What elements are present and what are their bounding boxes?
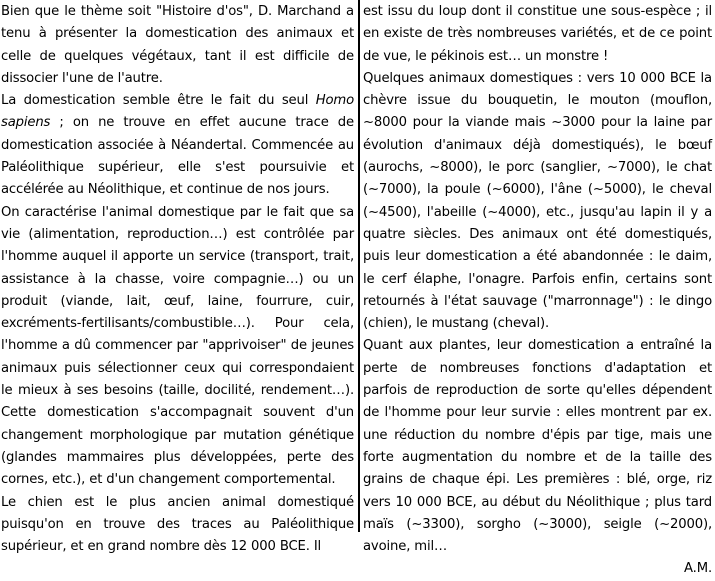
paragraph-text: La domestication semble être le fait du seul xyxy=(1,93,316,109)
italic-term: Homo sapiens xyxy=(1,93,354,131)
paragraph-text: est issu du loup dont il constitue une sous-espèce ; il en existe de très nombreuses variétés, et de ce point de vue, le pékinois est… un monstre ! xyxy=(363,4,712,64)
paragraph-text: Quant aux plantes, leur domestication a entraîné la perte de nombreuses fonctions d'adaptation et parfois de reproduction de sorte qu'elles dépendent de l'homme pour leur survie : elles montrent par ex. une réduction du nombre d'épis par tige, mais une forte augmentation du nombre et de la taille des grains de chaque épi. Les premières : blé, orge, riz vers 10 000 BCE, au début du Néolithique ; plus tard maïs (~3300), sorgho (~3000), seigle (~2000), avoine, mil… xyxy=(363,338,712,555)
signature: A.M. xyxy=(684,561,712,577)
paragraph-homo-sapiens xyxy=(1,90,354,201)
paragraph-text: Le chien est le plus ancien animal domestiqué puisqu'on en trouve des traces au Paléolithique supérieur, et en grand nombre dès 12 000 BCE. Il xyxy=(1,494,354,555)
paragraph-dog xyxy=(1,492,354,559)
paragraph-text: On caractérise l'animal domestique par le fait que sa vie (alimentation, reproduction…) est contrôlée par l'homme auquel il apporte un service (transport, trait, assistance à la chasse, voire compagnie…) ou un produit (viande, lait, œuf, laine, fourrure, cuir, excréments-fertilisants/combustible…). Pour cela, l'homme a dû commencer par "apprivoiser" de jeunes animaux puis sélectionner ceux qui correspondaient le mieux à ses besoins (taille, docilité, rendement…). Cette domestication s'accompagnait souvent d'un changement morphologique par mutation génétique (glandes mammaires plus développées, perte des cornes, etc.), et d'un changement comportemental. xyxy=(1,204,354,488)
paragraph-text: ; on ne trouve en effet aucune trace de domestication associée à Néandertal. Commencée au Paléolithique supérieur, elle s'est poursuivie et accélérée au Néolithique, et continue de nos jours. xyxy=(1,115,354,198)
paragraph-domestic-animals xyxy=(363,68,712,336)
paragraph-text: Quelques animaux domestiques : vers 10 000 BCE la chèvre issue du bouquetin, le mouton (mouflon, ~8000 pour la viande mais ~3000 pour la laine par évolution d'animaux déjà domestiqués), le bœuf (aurochs, ~8000), le porc (sanglier, ~7000), le chat (~7000), la poule (~6000), l'âne (~5000), le cheval (~4500), l'abeille (~4000), etc., jusqu'au lapin il y a quatre siècles. Des animaux ont été domestiqués, puis leur domestication a été abandonnée : le daim, le cerf élaphe, l'onagre. Parfois enfin, certains sont retournés à l'état sauvage ("marronnage") : le dingo (chien), le mustang (cheval). xyxy=(363,70,712,332)
paragraph-intro xyxy=(1,1,354,90)
paragraph-plants xyxy=(363,335,712,558)
paragraph-definition xyxy=(1,202,354,492)
right-column xyxy=(360,0,715,577)
paragraph-text: Bien que le thème soit "Histoire d'os", D. Marchand a tenu à présenter la domestication des animaux et celle de quelques végétaux, tant il est difficile de dissocier l'une de l'autre. xyxy=(1,4,354,86)
left-column xyxy=(0,0,358,555)
paragraph-dog-continued xyxy=(363,1,712,68)
